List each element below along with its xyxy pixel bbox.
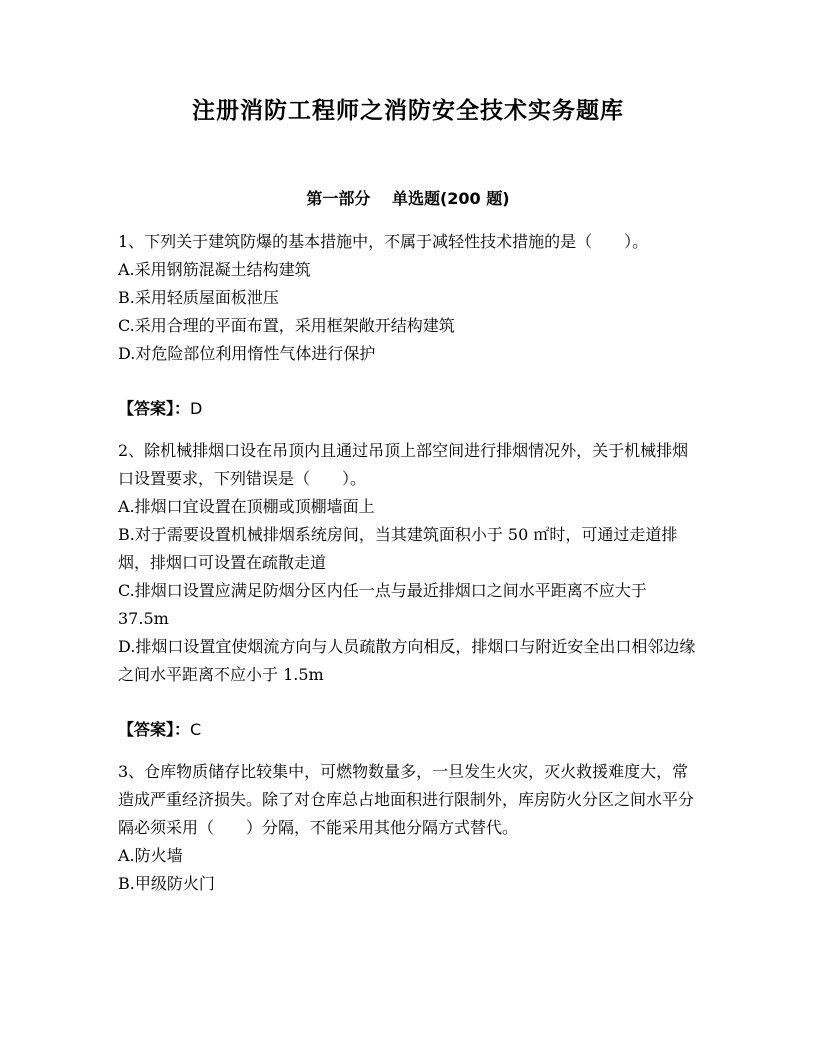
question-list [118,228,698,898]
answer-value: C [190,720,202,739]
section-title: 第一部分 单选题(200 题) [306,189,510,208]
question-2 [118,437,698,744]
question-stem: 1、下列关于建筑防爆的基本措施中，不属于减轻性技术措施的是（ ）。 [118,232,649,251]
question-option-a: A.采用钢筋混凝土结构建筑 [118,260,311,279]
question-1 [118,228,698,423]
question-option-b: B.对于需要设置机械排烟系统房间，当其建筑面积小于 50 ㎡时，可通过走道排烟，排烟口可设置在疏散走道 [118,525,678,572]
question-option-b: B.甲级防火门 [118,874,215,893]
question-option-a: A.排烟口宜设置在顶棚或顶棚墙面上 [118,497,375,516]
question-option-b: B.采用轻质屋面板泄压 [118,288,279,307]
question-option-c: C.采用合理的平面布置，采用框架敞开结构建筑 [118,316,455,335]
answer-label: 【答案】： [118,399,191,418]
answer-line [118,716,698,744]
answer-value: D [190,399,203,418]
document-title: 注册消防工程师之消防安全技术实务题库 [192,98,624,124]
question-3 [118,758,698,898]
question-option-d: D.排烟口设置宜使烟流方向与人员疏散方向相反，排烟口与附近安全出口相邻边缘之间水平距离不应小于 1.5m [118,637,696,684]
question-stem: 2、除机械排烟口设在吊顶内且通过吊顶上部空间进行排烟情况外，关于机械排烟口设置要求，下列错误是（ ）。 [118,441,689,488]
question-option-c: C.排烟口设置应满足防烟分区内任一点与最近排烟口之间水平距离不应大于 37.5m [118,581,647,628]
question-option-d: D.对危险部位利用惰性气体进行保护 [118,344,376,363]
answer-label: 【答案】： [118,720,191,739]
question-stem: 3、仓库物质储存比较集中，可燃物数量多，一旦发生火灾，灭火救援难度大，常造成严重经济损失。除了对仓库总占地面积进行限制外，库房防火分区之间水平分隔必须采用（ ）分隔，不能采用其他分隔方式替代。 [118,762,695,837]
answer-line [118,395,698,423]
question-option-a: A.防火墙 [118,846,183,865]
